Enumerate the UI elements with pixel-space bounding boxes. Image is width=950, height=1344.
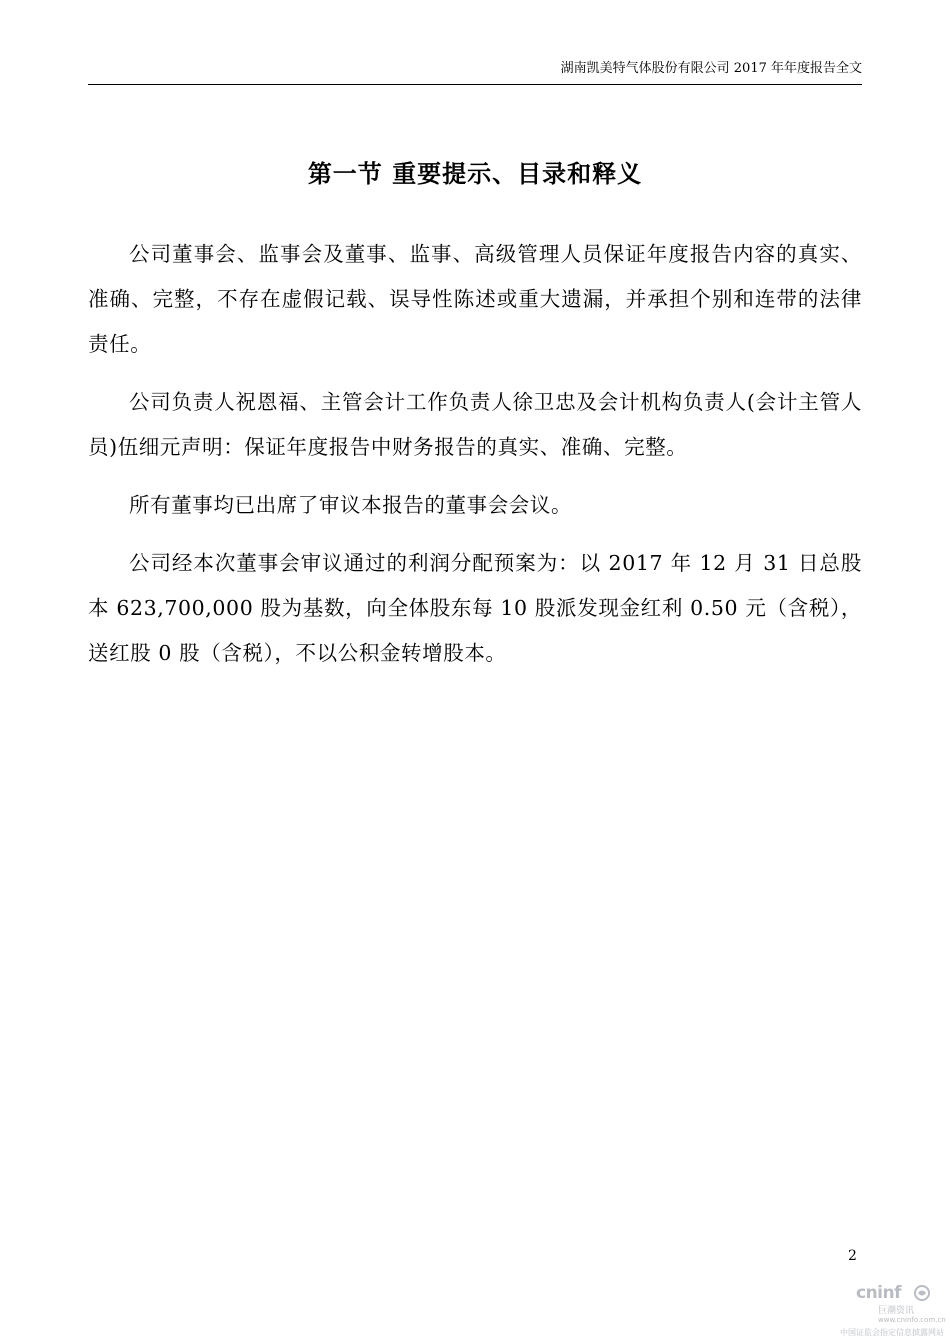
body-text <box>88 232 862 689</box>
running-header-title: 湖南凯美特气体股份有限公司 2017 年年度报告全文 <box>560 61 862 76</box>
page-number: 2 <box>848 1248 857 1264</box>
paragraph-board-attendance: 所有董事均已出席了审议本报告的董事会会议。 <box>129 493 573 517</box>
watermark-brand: cninf <box>856 1283 902 1303</box>
running-header <box>88 58 862 85</box>
paragraph-financial-declaration: 公司负责人祝恩福、主管会计工作负责人徐卫忠及会计机构负责人(会计主管人员)伍细元声明：保证年度报告中财务报告的真实、准确、完整。 <box>88 390 862 459</box>
watermark-url: www.cninfo.com.cn <box>878 1316 946 1324</box>
cninfo-logo-icon <box>914 1285 930 1301</box>
watermark-org: 中国证监会指定信息披露网站 <box>840 1328 944 1337</box>
paragraph-profit-distribution: 公司经本次董事会审议通过的利润分配预案为：以 2017 年 12 月 31 日总股本 623,700,000 股为基数，向全体股东每 10 股派发现金红利 0.50 元（含税），送红股 0 股（含税），不以公积金转增股本。 <box>88 551 862 665</box>
section-title: 第一节 重要提示、目录和释义 <box>307 160 643 188</box>
watermark-brand-cn: 巨潮资讯 <box>878 1306 915 1316</box>
watermark-logo <box>838 1283 950 1344</box>
paragraph-responsibility-statement: 公司董事会、监事会及董事、监事、高级管理人员保证年度报告内容的真实、准确、完整，不存在虚假记载、误导性陈述或重大遗漏，并承担个别和连带的法律责任。 <box>88 242 862 356</box>
